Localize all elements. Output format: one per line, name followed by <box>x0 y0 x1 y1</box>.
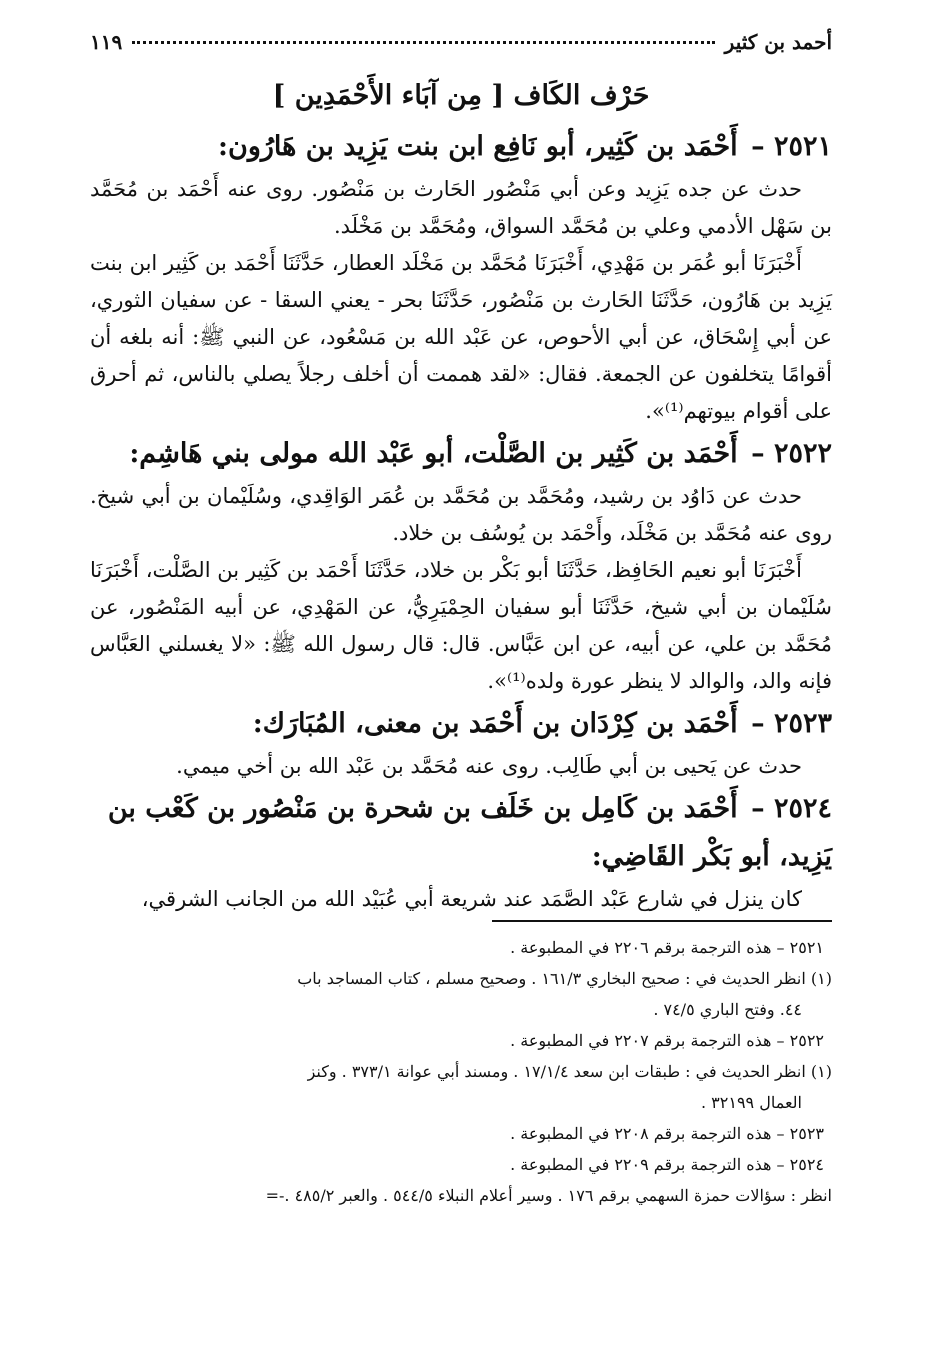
footnote-entry: ٢٥٢٣ – هذه الترجمة برقم ٢٢٠٨ في المطبوعة . <box>510 1124 824 1143</box>
entry-paragraph: حدث عن دَاوُد بن رشيد، ومُحَمَّد بن مُحَمَّد بن عُمَر الوَاقِدي، وسُلَيْمان بن أبي شيخ. روى عنه مُحَمَّد بن مَخْلَد، وأَحْمَد بن يُوسُف بن خلاد. <box>90 484 832 545</box>
footnote-entry: ٢٥٢٤ – هذه الترجمة برقم ٢٢٠٩ في المطبوعة . <box>510 1155 824 1174</box>
footnotes <box>90 932 832 1211</box>
section-title: حَرْف الكَاف [ مِن آبَاء الأَحْمَدِين ] <box>272 80 650 111</box>
entry-paragraph: كان ينزل في شارع عَبْد الصَّمَد عند شريعة أبي عُبَيْد الله من الجانب الشرقي، <box>141 887 802 911</box>
footnote-entry: ٢٥٢١ – هذه الترجمة برقم ٢٢٠٦ في المطبوعة . <box>510 938 824 957</box>
entry-number: ٢٥٢١ – <box>751 131 832 162</box>
footnote-plain: انظر : سؤالات حمزة السهمي برقم ١٧٦ . وسير أعلام النبلاء ٥٤٤/٥ . والعبر ٤٨٥/٢ .-= <box>265 1186 832 1205</box>
biography-entry <box>90 123 832 430</box>
footnote-text: (١) انظر الحديث في : صحيح البخاري ١٦١/٣ . وصحيح مسلم ، كتاب المساجد باب <box>297 969 832 988</box>
biography-entry <box>90 700 832 785</box>
entry-number: ٢٥٢٢ – <box>751 438 832 469</box>
entry-heading <box>90 700 832 748</box>
entry-name: أَحْمَد بن كَثِير بن الصَّلْت، أبو عَبْد الله مولى بني هَاشِم: <box>129 438 738 469</box>
entry-name: أَحْمَد بن كِرْدَان بن أَحْمَد بن معنى، المُبَارَك: <box>252 708 738 739</box>
entry-heading <box>90 785 832 881</box>
entry-heading <box>90 430 832 478</box>
footnote-entry: ٢٥٢٢ – هذه الترجمة برقم ٢٢٠٧ في المطبوعة . <box>510 1031 824 1050</box>
running-header <box>90 30 832 76</box>
entry-name: أَحْمَد بن كَثِير، أبو نَافِع ابن بنت يَزِيد بن هَارُون: <box>218 131 738 162</box>
entry-paragraph: حدث عن يَحيى بن أبي طَالِب. روى عنه مُحَمَّد بن عَبْد الله بن أخي ميمي. <box>176 754 802 778</box>
footnote-reference <box>90 1056 832 1118</box>
entry-heading <box>90 123 832 171</box>
footnote-continuation: ٤٤. وفتح الباري ٧٤/٥ . <box>653 1000 802 1019</box>
footnote-continuation: العمال ٣٢١٩٩ . <box>700 1093 802 1112</box>
entry-name: أَحْمَد بن كَامِل بن خَلَف بن شحرة بن مَنْصُور بن كَعْب بن يَزِيد، أبو بَكْر القَاضِي: <box>107 793 832 872</box>
footnote-divider <box>492 920 832 922</box>
entry-paragraph: حدث عن جده يَزِيد وعن أبي مَنْصُور الحَارث بن مَنْصُور. روى عنه أَحْمَد بن مُحَمَّد بن سَهْل الأدمي وعلي بن مُحَمَّد السواق، ومُحَمَّد بن مَخْلَد. <box>90 177 832 238</box>
footnote-text: (١) انظر الحديث في : طبقات ابن سعد ١٧/١/٤ . ومسند أبي عوانة ٣٧٣/١ . وكنز <box>307 1062 832 1081</box>
entry-paragraph: أَخْبَرَنَا أبو عُمَر بن مَهْدِي، أَخْبَرَنَا مُحَمَّد بن مَخْلَد العطار، حَدَّثَنَا أَحْمَد بن كَثِير ابن بنت يَزِيد بن هَارُون، حَدَّثَنَا الحَارث بن مَنْصُور، حَدَّثَنَا بحر - يعني السقا - عن سفيان الثوري، عن أبي إِسْحَاق، عن أبي الأحوص، عن عَبْد الله بن مَسْعُود، عن النبي ﷺ: أنه بلغه أن أقوامًا يتخلفون عن الجمعة. فقال: «لقد هممت أن أخلف رجلاً يصلي بالناس، ثم أحرق على أقوام بيوتهم⁽¹⁾». <box>90 251 832 423</box>
footnote-reference <box>90 963 832 1025</box>
entry-paragraph: أَخْبَرَنَا أبو نعيم الحَافِظ، حَدَّثَنَا أبو بَكْر بن خلاد، حَدَّثَنَا أَحْمَد بن كَثِير بن الصَّلْت، أَخْبَرَنَا سُلَيْمان بن أبي شيخ، حَدَّثَنَا أبو سفيان الحِمْيَرِيُّ، عن المَهْدِي، عن أبيه المَنْصُور، عن مُحَمَّد بن علي، عن أبيه، عن ابن عَبَّاس. قال: قال رسول الله ﷺ: «لا يغسلني العَبَّاس فإنه والد، والوالد لا ينظر عورة ولده⁽¹⁾». <box>90 558 832 693</box>
entry-number: ٢٥٢٣ – <box>751 708 832 739</box>
biography-entry <box>90 430 832 700</box>
entry-number: ٢٥٢٤ – <box>751 793 832 824</box>
running-header-title: أحمد بن كثير <box>724 30 832 54</box>
page-number: ١١٩ <box>90 30 123 54</box>
biography-entry <box>90 785 832 918</box>
leader-dots <box>132 41 714 44</box>
